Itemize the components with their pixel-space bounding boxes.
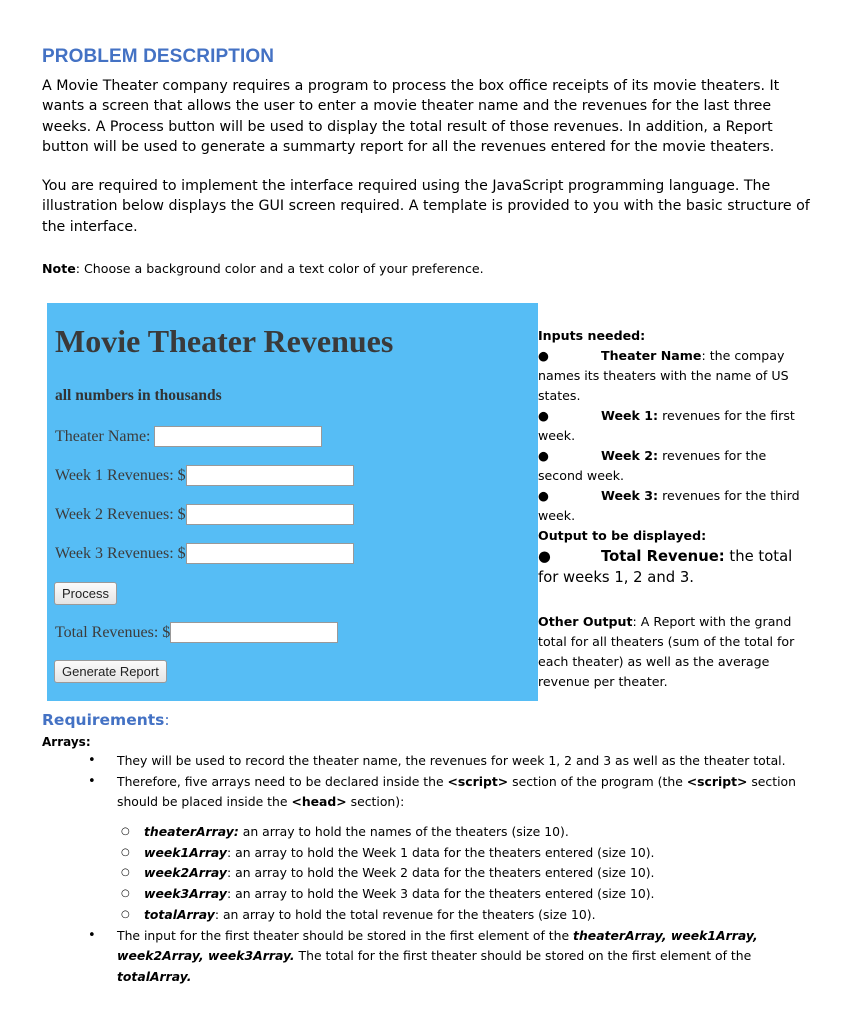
other-output	[538, 612, 808, 692]
input-term: Theater Name	[601, 348, 702, 363]
note-text: : Choose a background color and a text color of your preference.	[75, 261, 484, 276]
week1-label: Week 1 Revenues: $	[55, 466, 186, 484]
arrays-sublist	[117, 822, 810, 926]
list-item	[88, 772, 810, 926]
gui-title: Movie Theater Revenues	[55, 323, 394, 359]
inputs-description	[538, 326, 808, 692]
array-desc: an array to hold the names of the theaters (size 10).	[238, 823, 569, 839]
total-row	[55, 622, 338, 643]
requirements-colon: :	[164, 711, 170, 729]
total-label: Total Revenues: $	[55, 623, 171, 641]
array-item	[117, 822, 810, 843]
theater-name-label: Theater Name:	[55, 427, 151, 445]
array-name: week3Array	[144, 886, 227, 902]
array-item	[117, 863, 810, 884]
input-desc: revenues for the second week.	[538, 448, 767, 483]
list-item	[88, 926, 810, 988]
array-name: week1Array	[144, 844, 227, 860]
week3-row	[55, 543, 354, 564]
week3-input[interactable]	[186, 543, 354, 564]
page-title: PROBLEM DESCRIPTION	[42, 46, 275, 67]
array-names: theaterArray, week1Array, week2Array, week3Array.	[117, 927, 758, 964]
array-name: theaterArray:	[144, 823, 239, 839]
bullet-icon: ●	[538, 488, 549, 503]
array-desc: : an array to hold the Week 3 data for the theaters entered (size 10).	[226, 886, 655, 902]
array-item	[117, 905, 810, 926]
list-item-text: section):	[346, 794, 405, 810]
output-desc: the total for weeks 1, 2 and 3.	[538, 548, 793, 586]
input-item	[538, 406, 808, 446]
input-item	[538, 346, 808, 406]
input-term: Week 1:	[601, 408, 659, 423]
array-name: week2Array	[144, 865, 227, 881]
array-desc: : an array to hold the total revenue for the theaters (size 10).	[214, 906, 596, 922]
list-item-text: The input for the first theater should be stored in the first element of the	[117, 927, 574, 943]
input-term: Week 2:	[601, 448, 659, 463]
array-name: totalArray	[144, 906, 215, 922]
input-desc: revenues for the first week.	[538, 408, 795, 443]
list-item-text: section of the program (the	[508, 773, 687, 789]
input-term: Week 3:	[601, 488, 659, 503]
output-term: Total Revenue:	[601, 548, 725, 565]
week2-input[interactable]	[186, 504, 354, 525]
array-desc: : an array to hold the Week 2 data for the theaters entered (size 10).	[226, 865, 655, 881]
inputs-heading: Inputs needed:	[538, 328, 646, 343]
list-item-text: They will be used to record the theater name, the revenues for week 1, 2 and 3 as well as the theater total.	[117, 753, 786, 768]
bullet-icon: ●	[538, 448, 549, 463]
input-item	[538, 446, 808, 486]
input-item	[538, 486, 808, 526]
bullet-icon: ●	[538, 548, 551, 565]
output-heading: Output to be displayed:	[538, 528, 707, 543]
list-item-text: The total for the first theater should be stored on the first element of the	[294, 948, 752, 964]
generate-report-button[interactable]: Generate Report	[54, 660, 167, 683]
bullet-icon: ●	[538, 348, 549, 363]
process-button[interactable]: Process	[54, 582, 117, 605]
code-keyword: <head>	[291, 794, 347, 810]
output-item	[538, 546, 808, 588]
week3-label: Week 3 Revenues: $	[55, 544, 186, 562]
arrays-label: Arrays:	[42, 735, 91, 749]
note	[42, 261, 484, 276]
gui-illustration	[47, 303, 538, 701]
requirements-heading	[42, 711, 170, 729]
requirement-paragraph: You are required to implement the interface required using the JavaScript programming language. The illustration below displays the GUI screen required. A template is provided to you with the basic structure of the interface.	[42, 178, 810, 235]
other-output-label: Other Output	[538, 614, 633, 629]
week2-row	[55, 504, 354, 525]
input-desc: : the compay names its theaters with the name of US states.	[538, 348, 789, 403]
array-name: totalArray.	[117, 968, 192, 984]
array-item	[117, 884, 810, 905]
array-desc: : an array to hold the Week 1 data for the theaters entered (size 10).	[226, 844, 655, 860]
note-label: Note	[42, 261, 76, 276]
list-item-text: section should be placed inside the	[117, 773, 796, 810]
theater-name-input[interactable]	[154, 426, 322, 447]
description-paragraph: A Movie Theater company requires a program to process the box office receipts of its movie theaters. It wants a screen that allows the user to enter a movie theater name and the revenues for the last three weeks. A Process button will be used to display the total result of those revenues. In addition, a Report button will be used to generate a summarty report for all the revenues entered for the movie theaters.	[42, 78, 780, 156]
week2-label: Week 2 Revenues: $	[55, 505, 186, 523]
code-keyword: <script>	[447, 773, 509, 789]
week1-row	[55, 465, 354, 486]
bullet-icon: ●	[538, 408, 549, 423]
theater-name-row	[55, 426, 322, 447]
input-desc: revenues for the third week.	[538, 488, 800, 523]
array-item	[117, 843, 810, 864]
gui-subtitle: all numbers in thousands	[55, 387, 222, 404]
requirements-list	[88, 751, 810, 988]
other-output-text: : A Report with the grand total for all theaters (sum of the total for each theater) as well as the average revenue per theater.	[538, 614, 795, 689]
requirements-title: Requirements	[42, 711, 165, 729]
total-output[interactable]	[170, 622, 338, 643]
list-item	[88, 751, 810, 772]
code-keyword: <script>	[686, 773, 748, 789]
list-item-text: Therefore, five arrays need to be declared inside the	[117, 773, 448, 789]
week1-input[interactable]	[186, 465, 354, 486]
